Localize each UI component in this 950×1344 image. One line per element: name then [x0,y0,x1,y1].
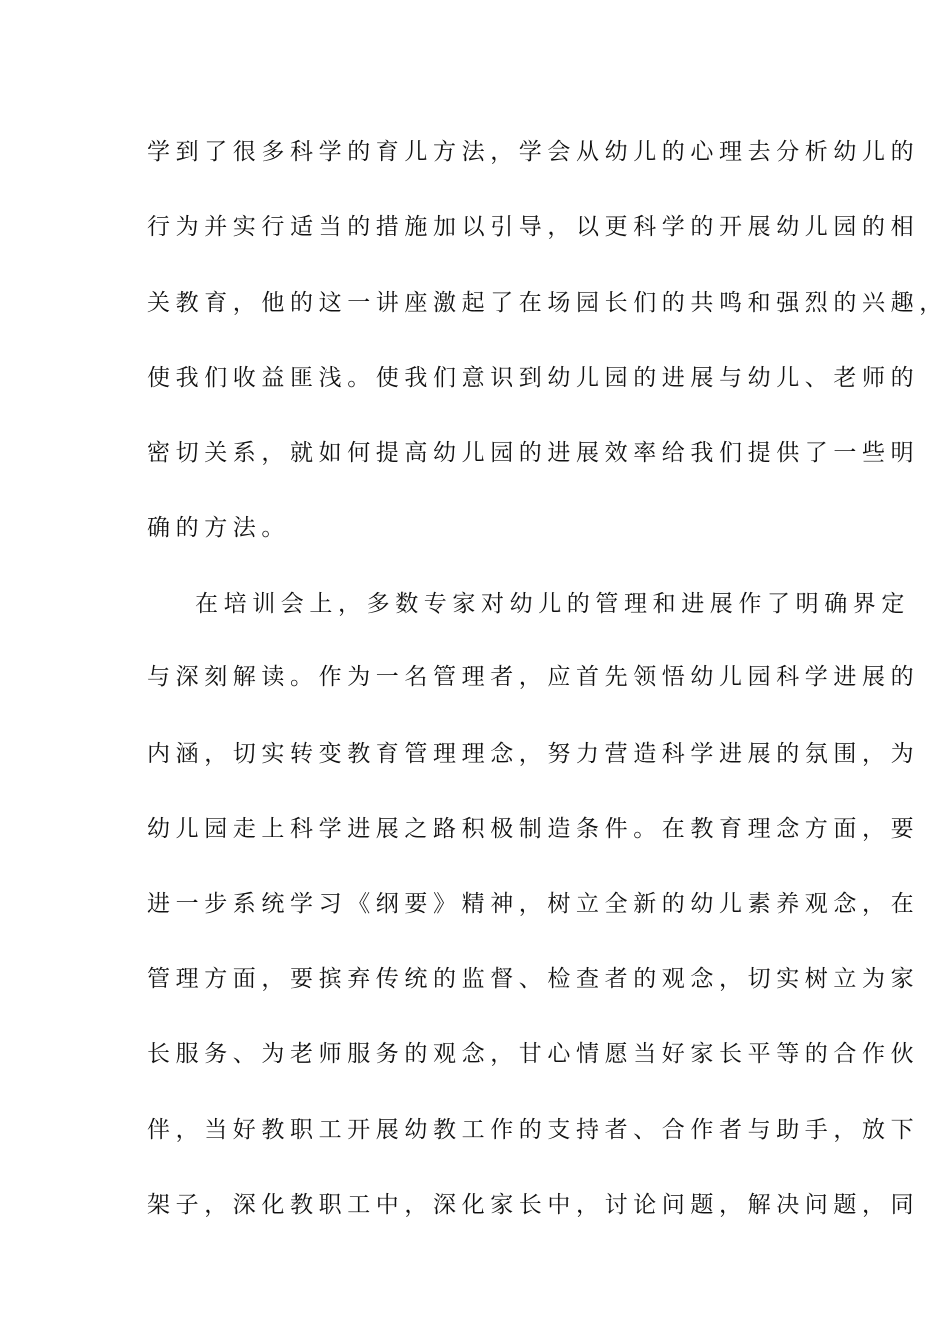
text-line: 关教育，他的这一讲座激起了在场园长们的共鸣和强烈的兴趣， [147,290,948,316]
text-line: 内涵，切实转变教育管理理念，努力营造科学进展的氛围，为 [147,741,920,767]
text-line: 使我们收益匪浅。使我们意识到幼儿园的进展与幼儿、老师的 [147,365,920,391]
text-line: 长服务、为老师服务的观念，甘心情愿当好家长平等的合作伙 [147,1041,920,1067]
text-line: 确的方法。 [147,515,290,541]
text-line: 管理方面，要摈弃传统的监督、检查者的观念，切实树立为家 [147,966,920,992]
text-line: 架子，深化教职工中，深化家长中，讨论问题，解决问题，同 [147,1192,920,1218]
text-line: 密切关系，就如何提高幼儿园的进展效率给我们提供了一些明 [147,440,920,466]
text-line: 进一步系统学习《纲要》精神，树立全新的幼儿素养观念，在 [147,891,920,917]
text-line: 学到了很多科学的育儿方法，学会从幼儿的心理去分析幼儿的 [147,139,920,165]
text-line: 幼儿园走上科学进展之路积极制造条件。在教育理念方面，要 [147,816,920,842]
text-line: 在培训会上，多数专家对幼儿的管理和进展作了明确界定 [195,591,910,617]
text-line: 与深刻解读。作为一名管理者，应首先领悟幼儿园科学进展的 [147,664,920,690]
text-line: 伴，当好教职工开展幼教工作的支持者、合作者与助手，放下 [147,1117,920,1143]
text-line: 行为并实行适当的措施加以引导，以更科学的开展幼儿园的相 [147,214,920,240]
